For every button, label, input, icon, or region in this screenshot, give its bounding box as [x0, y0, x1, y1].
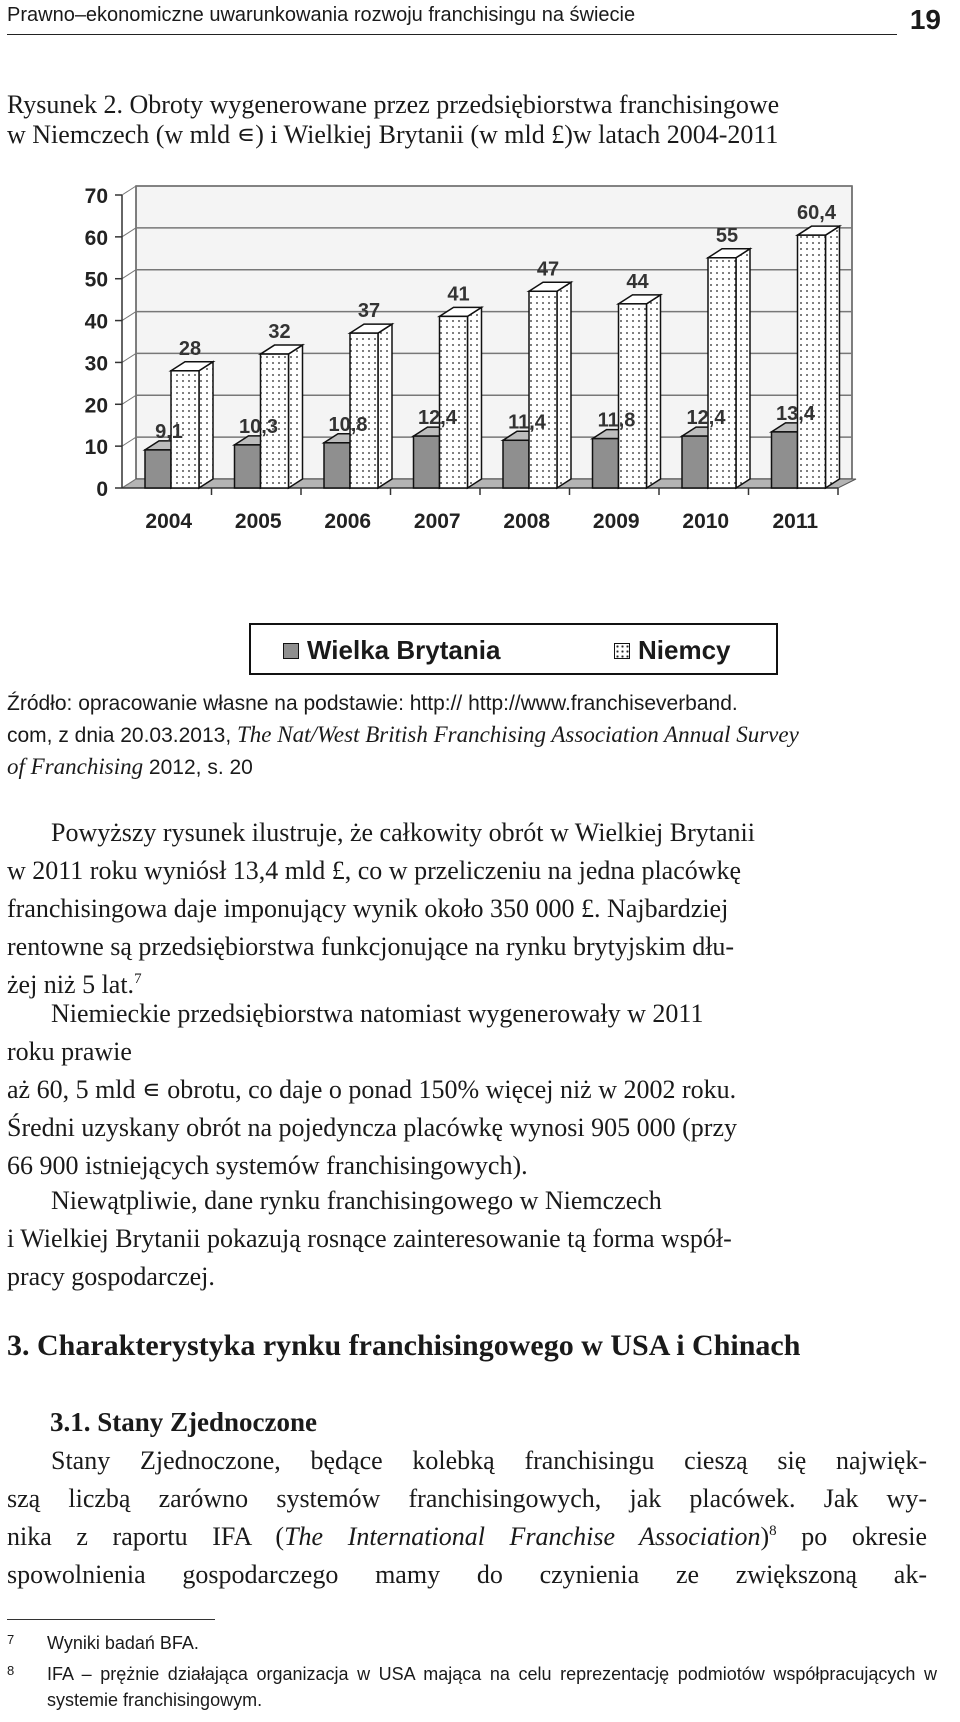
bar-de-side [736, 249, 750, 488]
data-label-uk: 12,4 [686, 407, 726, 430]
data-label-de: 41 [447, 283, 470, 306]
data-label-uk: 10,3 [239, 415, 278, 438]
x-tick-label: 2005 [234, 510, 282, 533]
data-label-uk: 11,8 [597, 409, 636, 432]
data-label-de: 37 [357, 300, 381, 323]
text-span: po okresie [776, 1522, 927, 1551]
text-line: Średni uzyskany obrót na pojedyncza placówkę wynosi 905 000 (przy [7, 1113, 737, 1142]
chart-gridline-diagonal [122, 353, 136, 362]
bar-de-side [289, 345, 303, 488]
running-head [7, 2, 947, 34]
footnote-ref: 8 [769, 1523, 777, 1539]
bar-uk [682, 436, 708, 488]
legend-item-uk [283, 635, 500, 666]
paragraph-usa [7, 1442, 927, 1594]
text-line: franchisingowa daje imponujący wynik około 350 000 £. Najbardziej [7, 894, 729, 923]
footnote-number: 7 [7, 1632, 15, 1647]
source-text: com, z dnia 20.03.2013, [7, 724, 237, 747]
text-italic: The International Franchise Association [284, 1522, 761, 1551]
bar-uk [235, 445, 261, 488]
x-tick-label: 2006 [324, 510, 372, 533]
footnote-ref: 7 [134, 971, 142, 987]
text-span: ) [760, 1522, 770, 1551]
bar-uk [145, 450, 171, 488]
text-line: i Wielkiej Brytanii pokazują rosnące zainteresowanie tą forma współ- [7, 1224, 732, 1253]
bar-de-side [199, 362, 213, 488]
source-line [7, 751, 942, 783]
bar-uk [593, 439, 619, 488]
text-line [7, 1518, 927, 1556]
source-title-italic: The Nat/West British Franchising Association Annual Survey [237, 722, 799, 747]
header-rule [7, 34, 897, 35]
text-span: nika z raportu IFA ( [7, 1522, 285, 1551]
source-line [7, 719, 942, 751]
bar-de [440, 316, 468, 488]
running-title: Prawno–ekonomiczne uwarunkowania rozwoju franchisingu na świecie [7, 4, 636, 26]
paragraph-de-turnover [7, 995, 927, 1185]
data-label-uk: 12,4 [418, 407, 457, 430]
text-line: Niemieckie przedsiębiorstwa natomiast wygenerowały w 2011 [51, 999, 704, 1028]
legend-label-de: Niemcy [638, 635, 731, 665]
text-line: Niewątpliwie, dane rynku franchisingowego w Niemczech [51, 1186, 662, 1215]
text-line: aż 60, 5 mld ∊ obrotu, co daje o ponad 150% więcej niż w 2002 roku. [7, 1075, 737, 1104]
bar-de-side [468, 307, 482, 488]
data-label-de: 44 [626, 270, 649, 293]
section-heading: 3. Charakterystyka rynku franchisingowego w USA i Chinach [7, 1329, 801, 1362]
x-tick-label: 2009 [592, 510, 640, 533]
data-label-uk: 13,4 [776, 402, 815, 425]
figure-source [7, 688, 942, 783]
chart-legend [249, 623, 778, 675]
chart-gridline-diagonal [122, 437, 136, 446]
page-number: 19 [909, 4, 941, 35]
bar-chart [0, 180, 960, 580]
data-label-de: 55 [715, 224, 739, 247]
y-tick-label: 0 [96, 478, 108, 501]
y-tick-label: 70 [84, 185, 108, 208]
y-tick-label: 60 [84, 226, 108, 250]
text-line: spowolnienia gospodarczego mamy do czynienia ze zwiększoną ak- [7, 1560, 927, 1589]
footnote-number: 8 [7, 1663, 15, 1678]
chart-gridline-diagonal [122, 312, 136, 321]
bar-de-side [378, 324, 392, 488]
bar-uk [414, 436, 440, 488]
footnote-text: IFA – prężnie działająca organizacja w USA mająca na celu reprezentację podmiotów współpracujących w systemie franchisingowym. [47, 1664, 937, 1710]
figure-caption-line: Rysunek 2. Obroty wygenerowane przez przedsiębiorstwa franchisingowe [7, 90, 780, 119]
x-tick-label: 2010 [682, 510, 730, 533]
bar-de-side [557, 282, 571, 488]
source-title-italic: of Franchising [7, 754, 144, 779]
subsection-heading: 3.1. Stany Zjednoczone [50, 1407, 318, 1437]
bar-de [708, 258, 736, 488]
chart-gridline-diagonal [122, 228, 136, 237]
bar-de [529, 291, 557, 488]
source-text: 2012, s. 20 [143, 756, 253, 779]
data-label-de: 47 [536, 258, 560, 281]
figure-caption-line: w Niemczech (w mld ∊) i Wielkiej Brytanii (w mld £)w latach 2004-2011 [7, 120, 779, 149]
chart-gridline-diagonal [122, 395, 136, 404]
text-line: w 2011 roku wyniósł 13,4 mld £, co w przeliczeniu na jedna placówkę [7, 856, 742, 885]
footnote-text: Wyniki badań BFA. [47, 1633, 199, 1653]
data-label-de: 60,4 [797, 202, 836, 225]
bar-de-side [647, 295, 661, 488]
text-line: pracy gospodarczej. [7, 1262, 215, 1291]
footnote-8 [7, 1661, 937, 1713]
text-line: Powyższy rysunek ilustruje, że całkowity obrót w Wielkiej Brytanii [51, 818, 755, 847]
bar-uk [772, 432, 798, 488]
paragraph-uk-turnover [7, 814, 927, 1004]
x-tick-label: 2007 [413, 510, 461, 533]
data-label-uk: 9,1 [155, 420, 183, 443]
bar-de-side [826, 226, 840, 488]
data-label-uk: 10,8 [328, 413, 368, 436]
x-tick-label: 2011 [772, 510, 819, 533]
chart-gridline-diagonal [122, 270, 136, 279]
text-line: roku prawie [7, 1037, 132, 1066]
x-tick-label: 2008 [503, 510, 551, 533]
footnote-rule [7, 1619, 215, 1620]
figure-caption [7, 90, 947, 150]
legend-swatch-de [614, 643, 630, 659]
y-tick-label: 30 [84, 352, 108, 376]
bar-uk [503, 440, 529, 488]
bar-de [619, 304, 647, 488]
paragraph-conclusion [7, 1182, 927, 1296]
bar-uk [324, 443, 350, 488]
legend-swatch-uk [283, 643, 299, 659]
source-line: Źródło: opracowanie własne na podstawie: http:// http://www.franchiseverband. [7, 692, 738, 715]
text-line: rentowne są przedsiębiorstwa funkcjonujące na rynku brytyjskim dłu- [7, 932, 735, 961]
data-label-de: 28 [178, 337, 202, 360]
legend-label-uk: Wielka Brytania [307, 635, 501, 665]
data-label-de: 32 [268, 321, 291, 344]
y-tick-label: 40 [84, 310, 108, 334]
bar-de [350, 333, 378, 488]
text-line: 66 900 istniejących systemów franchisingowych). [7, 1151, 528, 1180]
footnote-7 [7, 1630, 937, 1656]
legend-item-de [614, 635, 731, 666]
bar-de [798, 235, 826, 488]
y-tick-label: 20 [84, 394, 108, 418]
text-span: żej niż 5 lat. [7, 970, 135, 999]
chart-gridline-diagonal [122, 186, 136, 195]
y-tick-label: 10 [84, 436, 108, 460]
x-tick-label: 2004 [145, 510, 193, 533]
text-line: Stany Zjednoczone, będące kolebką franchisingu cieszą się najwięk- [51, 1446, 927, 1475]
data-label-uk: 11,4 [508, 411, 546, 434]
text-line: szą liczbą zarówno systemów franchisingowych, jak placówek. Jak wy- [7, 1484, 927, 1513]
y-tick-label: 50 [84, 268, 108, 292]
